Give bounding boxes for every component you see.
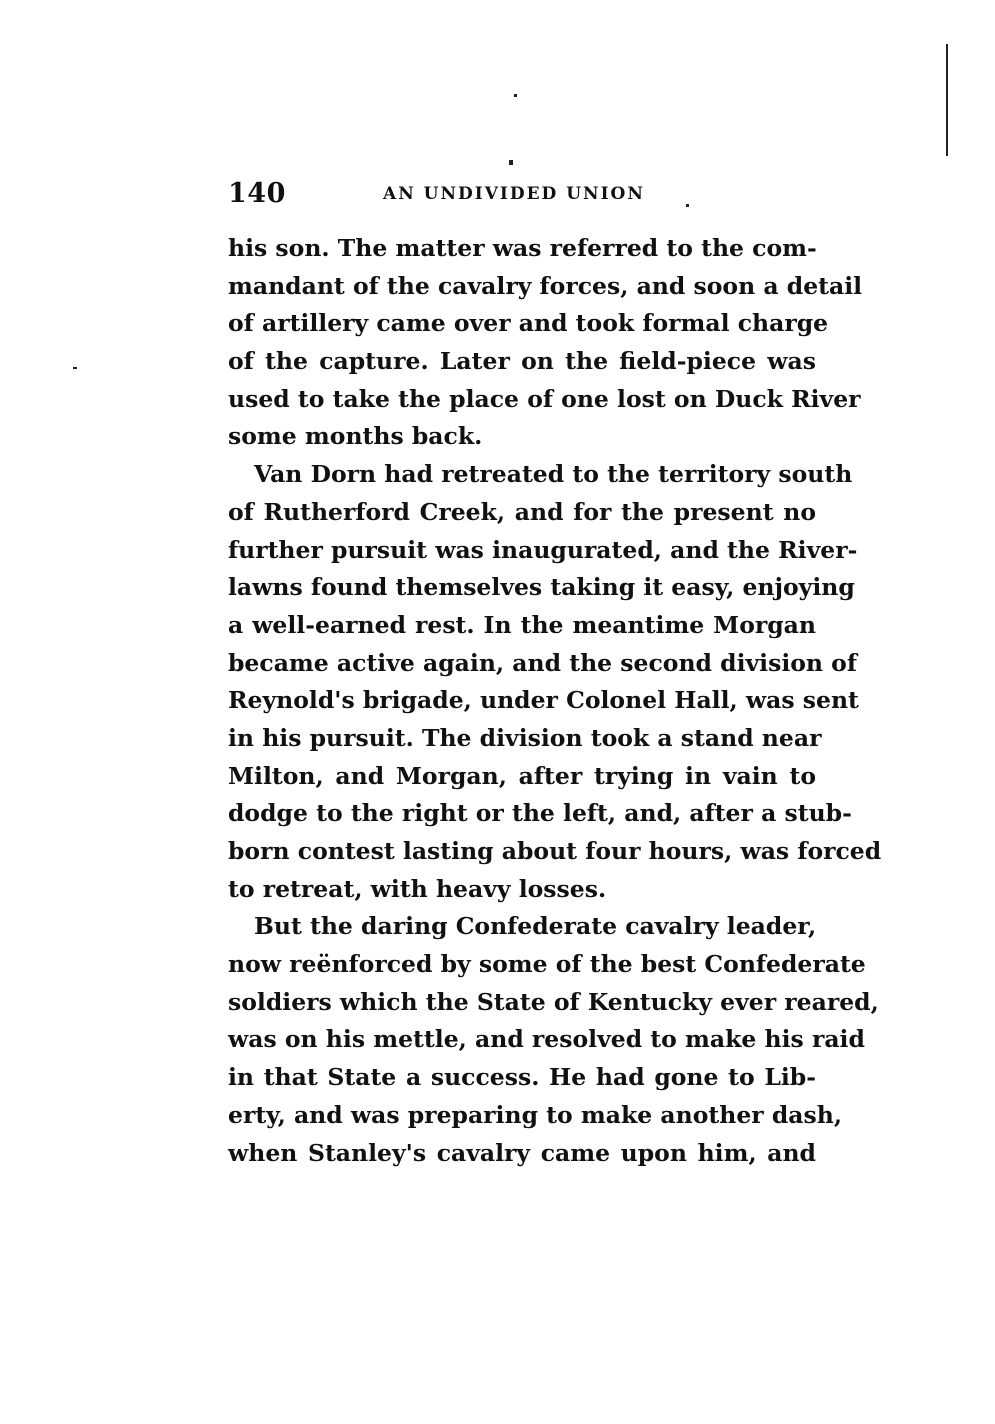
text-line: now reënforced by some of the best Confederate: [228, 950, 866, 979]
running-head: [228, 178, 818, 214]
scan-edge-line: [946, 44, 948, 156]
text-line: Reynold's brigade, under Colonel Hall, was sent: [228, 686, 859, 715]
text-line: of artillery came over and took formal charge: [228, 309, 829, 338]
text-line: of the capture. Later on the field-piece was: [228, 347, 816, 376]
page-number: 140: [228, 178, 286, 209]
text-line: soldiers which the State of Kentucky ever reared,: [228, 987, 879, 1016]
body-text: [228, 230, 882, 1172]
scan-speck: [514, 94, 517, 97]
text-line: erty, and was preparing to make another dash,: [228, 1100, 842, 1129]
text-line: lawns found themselves taking it easy, enjoying: [228, 573, 855, 602]
scan-speck: [73, 367, 77, 369]
text-line: was on his mettle, and resolved to make his raid: [228, 1025, 865, 1054]
text-line: But the daring Confederate cavalry leader,: [254, 912, 817, 941]
text-line: in his pursuit. The division took a stand near: [228, 723, 822, 752]
text-line: his son. The matter was referred to the com-: [228, 234, 817, 262]
text-line: of Rutherford Creek, and for the present no: [228, 497, 816, 526]
text-line: in that State a success. He had gone to Lib-: [228, 1063, 816, 1092]
text-line: further pursuit was inaugurated, and the River-: [228, 535, 858, 564]
text-line: when Stanley's cavalry came upon him, and: [228, 1138, 816, 1167]
text-line: a well-earned rest. In the meantime Morgan: [228, 610, 816, 639]
text-line: born contest lasting about four hours, was forced: [228, 837, 882, 865]
text-line: became active again, and the second division of: [228, 648, 857, 677]
running-title: AN UNDIVIDED UNION: [383, 184, 645, 204]
text-line: Van Dorn had retreated to the territory south: [254, 460, 853, 489]
text-line: used to take the place of one lost on Duck River: [228, 384, 861, 413]
text-line: some months back.: [228, 422, 483, 451]
scan-speck: [509, 160, 513, 165]
text-line: Milton, and Morgan, after trying in vain to: [228, 761, 816, 790]
text-line: mandant of the cavalry forces, and soon a detail: [228, 271, 863, 300]
text-line: to retreat, with heavy losses.: [228, 874, 607, 903]
text-line: dodge to the right or the left, and, after a stub-: [228, 799, 852, 828]
